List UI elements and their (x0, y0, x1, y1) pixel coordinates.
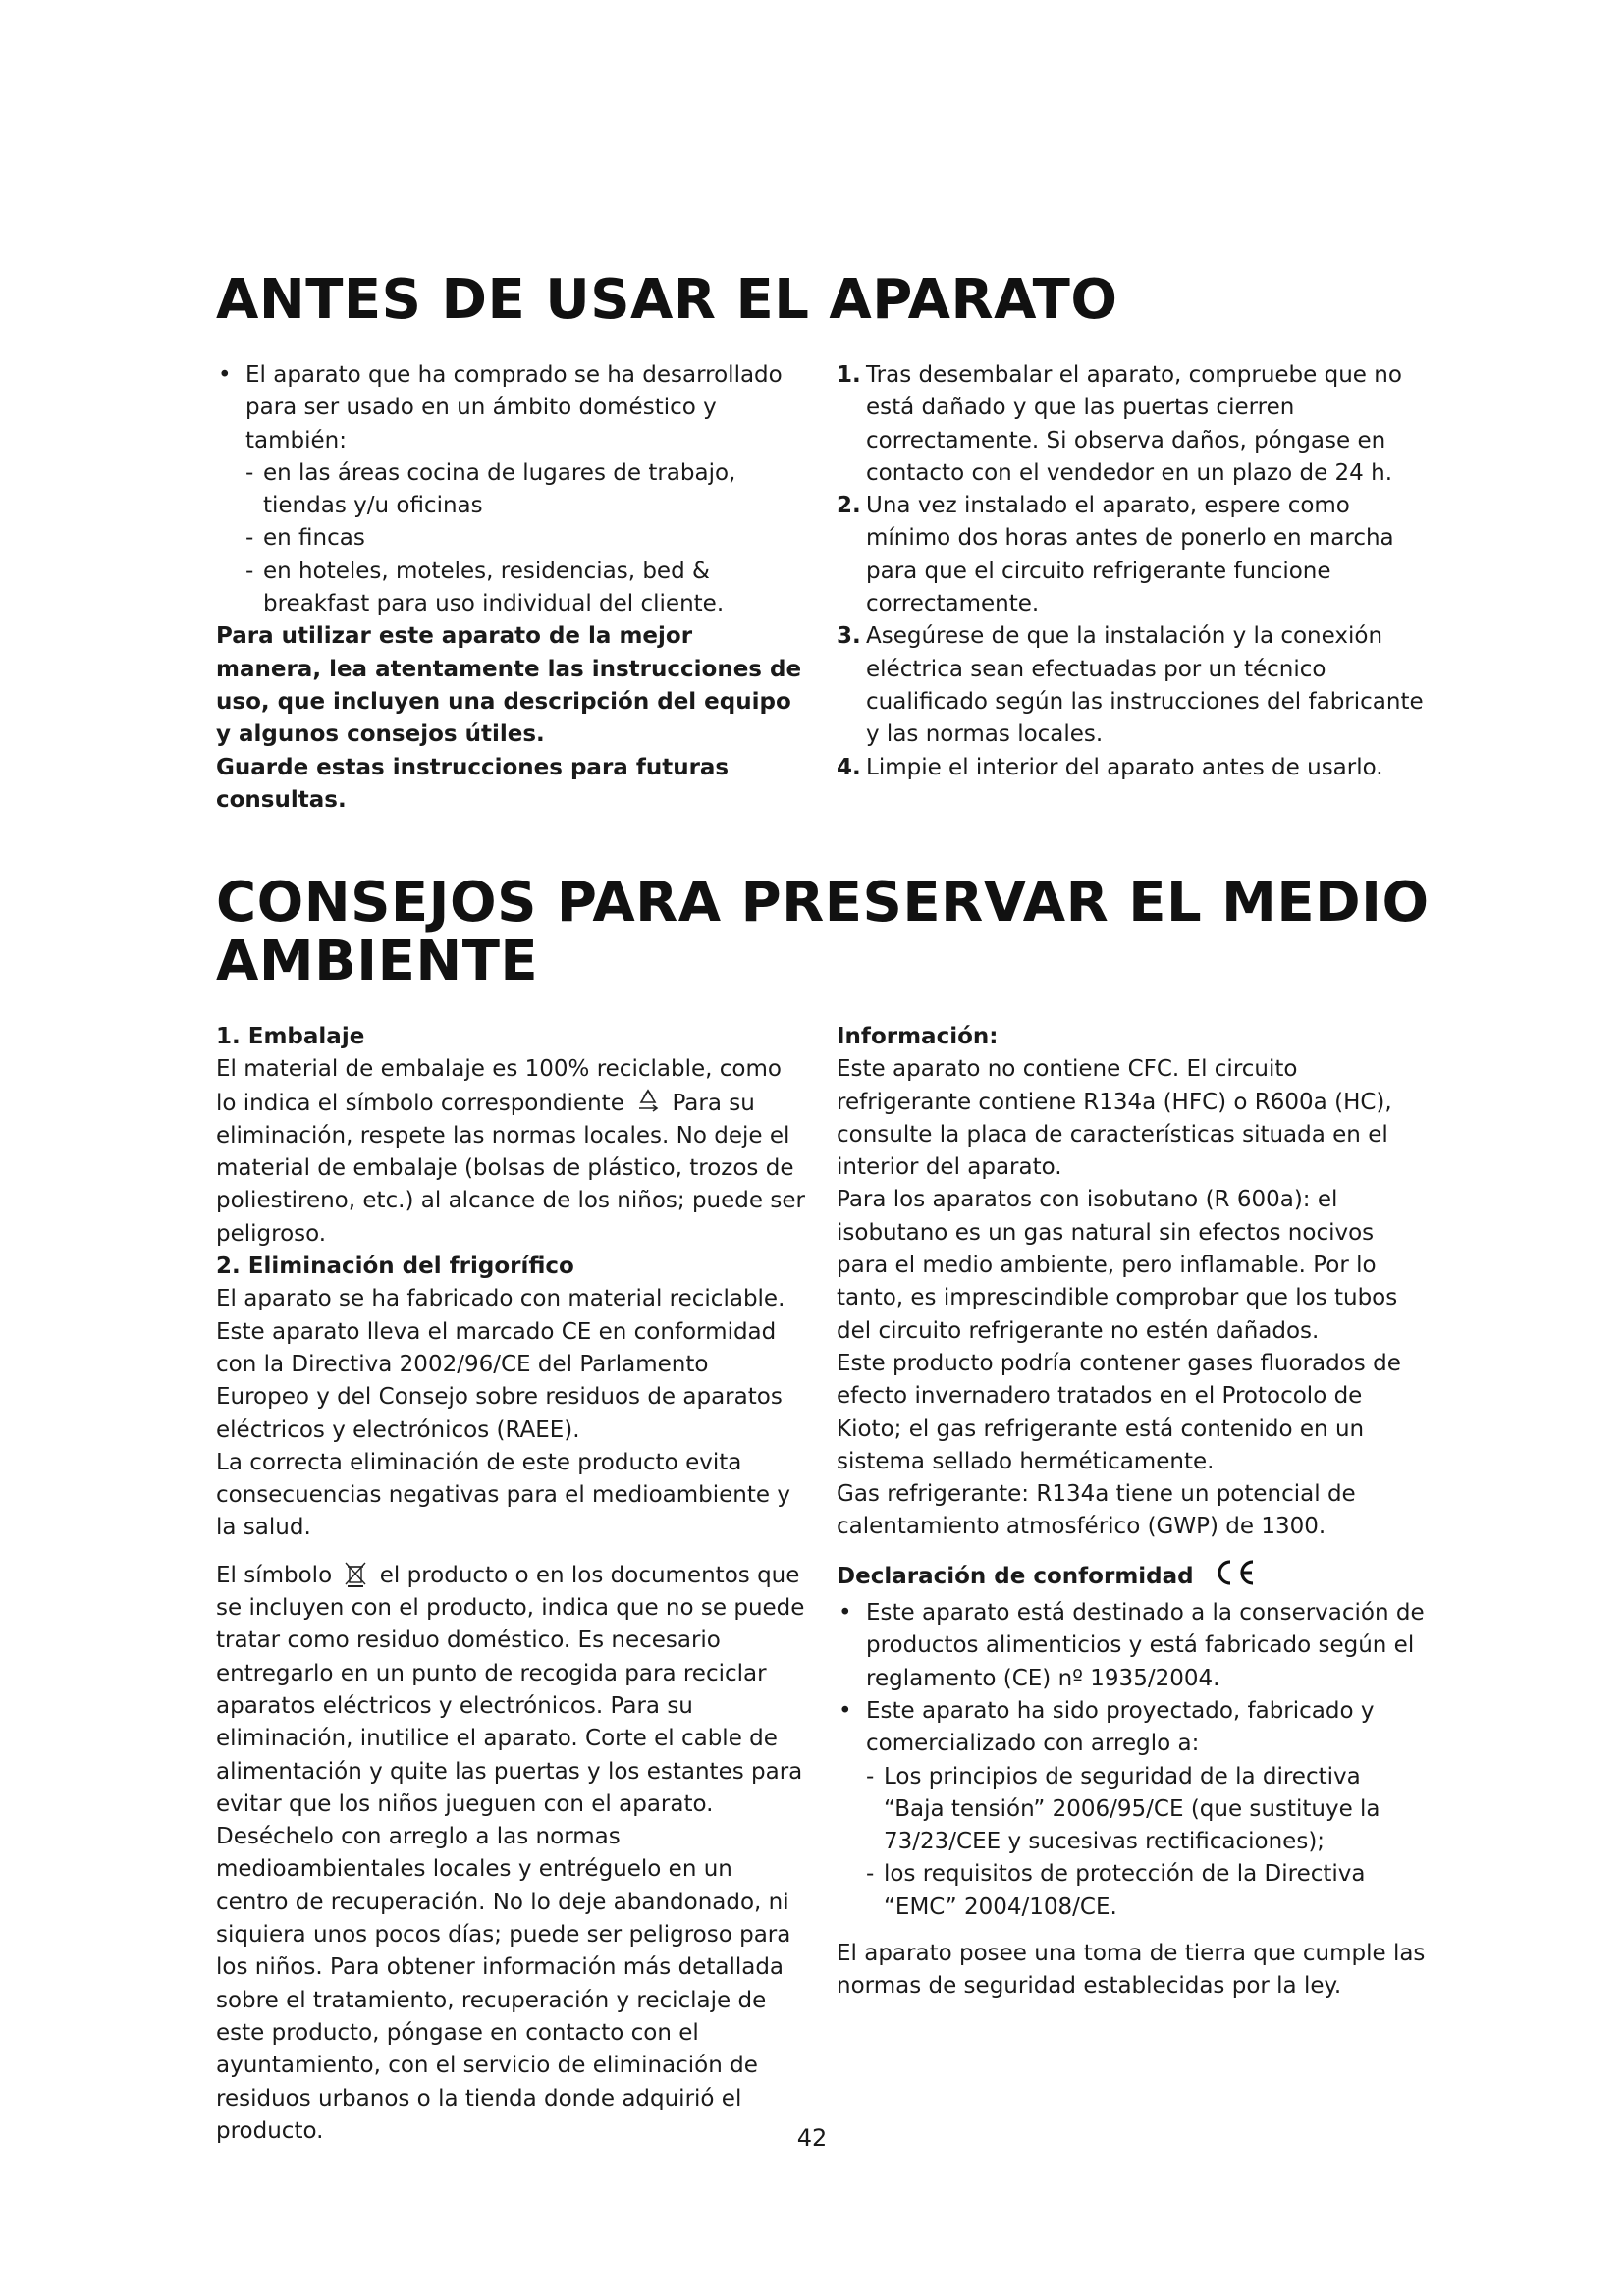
embalaje-paragraph (216, 1053, 805, 1251)
section-title-medio-ambiente: CONSEJOS PARA PRESERVAR EL MEDIO AMBIENTE (216, 871, 1430, 993)
checklist-number: 4. (837, 754, 861, 780)
directive-sub-item-text: los requisitos de protección de la Directiva “EMC” 2004/108/CE. (884, 1861, 1366, 1920)
checklist-item (837, 490, 1426, 620)
checklist-item (837, 359, 1426, 490)
eliminacion-text-1: El aparato se ha fabricado con material reciclable. (216, 1286, 785, 1312)
weee-text-a: El símbolo (216, 1562, 333, 1588)
weee-crossed-bin-icon (341, 1559, 370, 1588)
embalaje-text-a: El material de embalaje es 100% reciclable, como lo indica el símbolo correspondiente (216, 1056, 782, 1116)
info-text-3: Este producto podría contener gases fluorados de efecto invernadero tratados en el Protocolo de Kioto; el gas refrigerante está contenido en un sistema sellado herméticamente. (837, 1350, 1401, 1474)
weee-paragraph (216, 1559, 805, 2148)
usage-sub-item: - en las áreas cocina de lugares de trabajo, tiendas y/u oficinas (245, 459, 736, 519)
checklist-number: 1. (837, 362, 861, 388)
usage-sub-list (216, 457, 805, 620)
ce-mark-icon (1212, 1558, 1257, 1597)
section-title-antes-de-usar: ANTES DE USAR EL APARATO (216, 268, 1118, 332)
directive-sub-item: - los requisitos de protección de la Directiva “EMC” 2004/108/CE. (866, 1861, 1366, 1920)
usage-sub-item-text: en hoteles, moteles, residencias, bed & breakfast para uso individual del cliente. (263, 558, 725, 617)
conformity-heading: Declaración de conformidad (837, 1563, 1194, 1589)
info-text-1: Este aparato no contiene CFC. El circuito refrigerante contiene R134a (HFC) o R600a (HC), consulte la placa de características situada en el interior del aparato. (837, 1056, 1392, 1181)
section2-left-column (216, 1021, 805, 2148)
weee-text-b: el producto o en los documentos que se incluyen con el producto, indica que no se puede tratar como residuo doméstico. Es necesario entregarlo en un punto de recogida para reciclar aparatos eléctricos y electrónicos. Para su eliminación, inutilice el aparato. Corte el cable de alimentación y quite las puertas y los estantes para evitar que los niños jueguen con el aparato. Deséchelo con arreglo a las normas medioambientales locales y entréguelo en un centro de recuperación. No lo deje abandonado, ni siquiera unos pocos días; puede ser peligroso para los niños. Para obtener información más detallada sobre el tratamiento, recuperación y reciclaje de este producto, póngase en contacto con el ayuntamiento, con el servicio de eliminación de residuos urbanos o la tienda donde adquirió el producto. (216, 1562, 805, 2144)
recycle-icon (633, 1087, 663, 1116)
eliminacion-heading: 2. Eliminación del frigorífico (216, 1254, 574, 1280)
checklist-item (837, 752, 1426, 784)
keep-instructions-note: Guarde estas instrucciones para futuras consultas. (216, 754, 730, 813)
conformity-heading-line (837, 1558, 1426, 1597)
page-number: 42 (796, 2124, 828, 2152)
read-instructions-note: Para utilizar este aparato de la mejor manera, lea atentamente las instrucciones de uso, que incluyen una descripción del equipo y algunos consejos útiles. (216, 623, 802, 748)
eliminacion-text-3: La correcta eliminación de este producto evita consecuencias negativas para el medioambiente y la salud. (216, 1449, 790, 1541)
usage-sub-item: - en fincas (245, 525, 365, 552)
conformity-bullet-2: • Este aparato ha sido proyectado, fabricado y comercializado con arreglo a: (837, 1695, 1426, 1761)
section1-right-column (837, 359, 1426, 784)
earthing-note: El aparato posee una toma de tierra que cumple las normas de seguridad establecidas por la ley. (837, 1941, 1426, 2000)
checklist-item (837, 620, 1426, 751)
conformity-bullet-1: • Este aparato está destinado a la conservación de productos alimenticios y está fabricado según el reglamento (CE) nº 1935/2004. (837, 1597, 1426, 1695)
info-text-4: Gas refrigerante: R134a tiene un potencial de calentamiento atmosférico (GWP) de 1300. (837, 1481, 1356, 1540)
eliminacion-text-2: Este aparato lleva el marcado CE en conformidad con la Directiva 2002/96/CE del Parlamento Europeo y del Consejo sobre residuos de aparatos eléctricos y electrónicos (RAEE). (216, 1318, 783, 1443)
checklist-text: Tras desembalar el aparato, compruebe que no está dañado y que las puertas cierren correctamente. Si observa daños, póngase en contacto con el vendedor en un plazo de 24 h. (866, 362, 1402, 486)
checklist-text: Asegúrese de que la instalación y la conexión eléctrica sean efectuadas por un técnico cualificado según las instrucciones del fabricante y las normas locales. (866, 623, 1424, 748)
usage-sub-item-text: en las áreas cocina de lugares de trabajo, tiendas y/u oficinas (263, 459, 736, 519)
directive-sub-item-text: Los principios de seguridad de la directiva “Baja tensión” 2006/95/CE (que sustituye la 73/23/CEE y sucesivas rectificaciones); (884, 1763, 1380, 1855)
usage-sub-item: - en hoteles, moteles, residencias, bed & breakfast para uso individual del cliente. (245, 558, 725, 617)
usage-sub-item-text: en fincas (263, 525, 365, 552)
directive-sub-item: - Los principios de seguridad de la directiva “Baja tensión” 2006/95/CE (que sustituye la 73/23/CEE y sucesivas rectificaciones); (866, 1763, 1380, 1855)
intro-bullet: • El aparato que ha comprado se ha desarrollado para ser usado en un ámbito doméstico y también: (216, 359, 805, 457)
section1-left-column (216, 359, 805, 817)
info-heading: Información: (837, 1024, 999, 1049)
checklist-number: 2. (837, 493, 861, 519)
section2-right-column (837, 1021, 1426, 2003)
checklist-text: Limpie el interior del aparato antes de usarlo. (866, 754, 1383, 780)
embalaje-heading: 1. Embalaje (216, 1024, 365, 1049)
checklist-text: Una vez instalado el aparato, espere como mínimo dos horas antes de ponerlo en marcha para que el circuito refrigerante funcione correctamente. (866, 493, 1394, 617)
embalaje-text-b: Para su eliminación, respete las normas locales. No deje el material de embalaje (bolsas de plástico, trozos de poliestireno, etc.) al alcance de los niños; puede ser peligroso. (216, 1090, 805, 1247)
directive-sub-list (837, 1761, 1426, 1924)
checklist-number: 3. (837, 623, 861, 650)
info-text-2: Para los aparatos con isobutano (R 600a): el isobutano es un gas natural sin efectos nocivos para el medio ambiente, pero inflamable. Por lo tanto, es imprescindible comprobar que los tubos del circuito refrigerante no estén dañados. (837, 1187, 1398, 1344)
